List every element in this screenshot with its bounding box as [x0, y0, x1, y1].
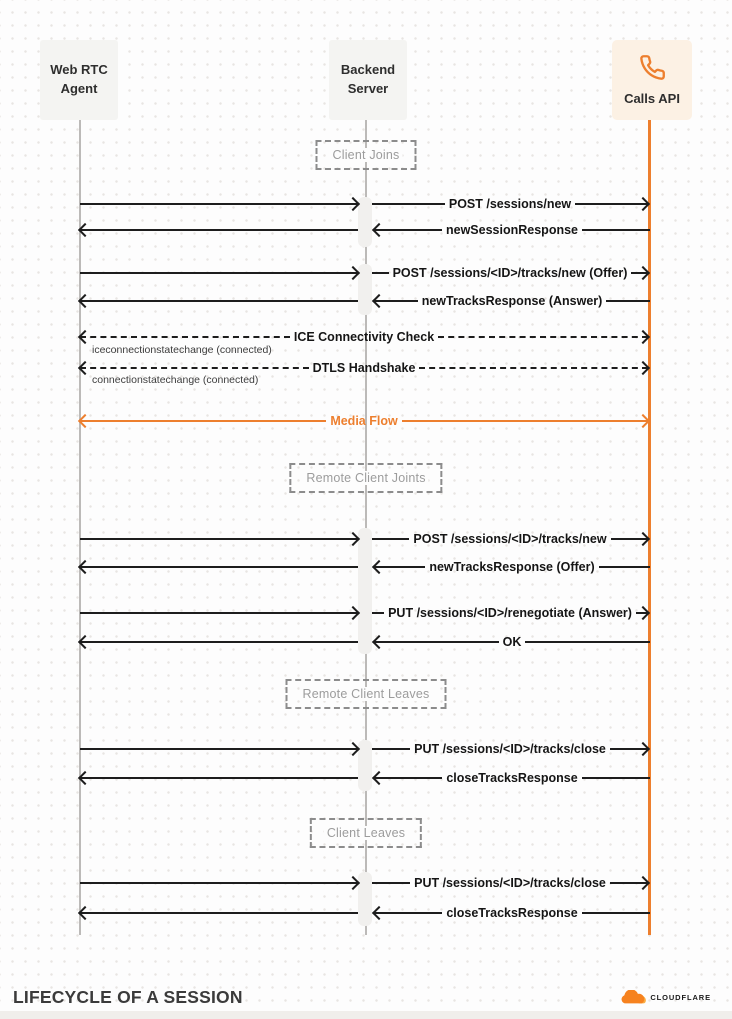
arrow-line — [80, 748, 358, 750]
message-arrow — [372, 741, 648, 757]
message-arrow — [80, 634, 358, 650]
annotation-connectionstatechange: connectionstatechange (connected) — [92, 374, 259, 386]
arrow-line — [80, 912, 358, 914]
message-label: Media Flow — [330, 413, 398, 428]
arrow-line — [372, 538, 409, 540]
arrow-line — [374, 229, 442, 231]
cloudflare-cloud-icon — [621, 990, 647, 1005]
arrow-line — [374, 777, 442, 779]
message-label: POST /sessions/new — [448, 196, 572, 211]
message-arrow — [80, 293, 358, 309]
message-label: closeTracksResponse — [446, 770, 578, 785]
arrow-line — [80, 336, 290, 338]
arrow-line — [636, 612, 648, 614]
bottom-strip — [0, 1011, 732, 1019]
message-label: closeTracksResponse — [446, 905, 578, 920]
phase-label: Client Leaves — [324, 826, 408, 840]
phase-client-leaves — [310, 818, 422, 848]
actor-web-rtc-agent — [40, 40, 118, 120]
arrow-line — [611, 538, 648, 540]
arrow-line — [372, 882, 410, 884]
arrow-line — [582, 912, 650, 914]
phase-label: Client Joins — [329, 148, 402, 162]
message-arrow — [374, 559, 650, 575]
activation-bar — [358, 197, 372, 247]
activation-bar — [358, 264, 372, 315]
arrow-line — [80, 641, 358, 643]
message-label: PUT /sessions/<ID>/tracks/close — [414, 875, 606, 890]
cloudflare-wordmark: CLOUDFLARE — [650, 993, 711, 1002]
message-arrow — [80, 531, 358, 547]
actor-calls-api — [612, 40, 692, 120]
message-arrow — [80, 741, 358, 757]
phase-label: Remote Client Joints — [303, 471, 428, 485]
cloudflare-logo — [621, 990, 711, 1005]
activation-bar — [358, 872, 372, 926]
arrow-line — [80, 777, 358, 779]
arrow-line — [402, 420, 648, 422]
message-arrow — [80, 559, 358, 575]
arrow-line — [606, 300, 650, 302]
arrow-line — [599, 566, 650, 568]
message-arrow — [80, 770, 358, 786]
phase-remote-client-leaves — [286, 679, 447, 709]
message-arrow — [372, 875, 648, 891]
arrow-line — [582, 777, 650, 779]
arrow-line — [80, 882, 358, 884]
arrow-line — [374, 912, 442, 914]
message-label: DTLS Handshake — [312, 360, 416, 375]
arrow-line — [80, 566, 358, 568]
arrow-line — [80, 272, 358, 274]
message-label: ICE Connectivity Check — [293, 329, 435, 344]
arrow-line — [374, 300, 418, 302]
message-label: newTracksResponse (Offer) — [429, 559, 595, 574]
annotation-iceconnectionstatechange: iceconnectionstatechange (connected) — [92, 344, 272, 356]
arrow-line — [631, 272, 648, 274]
activation-bar — [358, 740, 372, 791]
message-label: POST /sessions/<ID>/tracks/new — [413, 531, 607, 546]
activation-bar — [358, 528, 372, 654]
message-arrow — [80, 222, 358, 238]
message-arrow — [372, 531, 648, 547]
actor-backend-server — [329, 40, 407, 120]
arrow-line — [372, 203, 445, 205]
phase-label: Remote Client Leaves — [300, 687, 433, 701]
arrow-line — [610, 748, 648, 750]
message-arrow — [80, 605, 358, 621]
arrow-line — [80, 420, 326, 422]
arrow-line — [438, 336, 648, 338]
page-title: LIFECYCLE OF A SESSION — [13, 987, 243, 1007]
arrow-line — [610, 882, 648, 884]
message-arrow — [374, 770, 650, 786]
arrow-line — [372, 272, 389, 274]
arrow-line — [80, 229, 358, 231]
actor-label: Web RTC Agent — [50, 62, 108, 96]
message-arrow — [374, 293, 650, 309]
arrow-line — [374, 566, 425, 568]
arrow-line — [80, 538, 358, 540]
lifeline-web-rtc-agent — [79, 119, 81, 935]
arrow-line — [80, 612, 358, 614]
arrow-line — [575, 203, 648, 205]
message-arrow — [80, 196, 358, 212]
message-arrow — [80, 265, 358, 281]
message-arrow — [80, 875, 358, 891]
message-label: PUT /sessions/<ID>/tracks/close — [414, 741, 606, 756]
message-label: newTracksResponse (Answer) — [421, 293, 603, 308]
arrow-line — [80, 300, 358, 302]
message-arrow-media-flow — [80, 413, 648, 429]
message-arrow — [374, 905, 650, 921]
message-arrow — [372, 265, 648, 281]
message-arrow — [80, 329, 648, 345]
message-arrow — [372, 605, 648, 621]
arrow-line — [525, 641, 650, 643]
arrow-line — [80, 203, 358, 205]
phase-remote-client-joints — [289, 463, 442, 493]
phase-client-joins — [315, 140, 416, 170]
message-arrow — [374, 634, 650, 650]
lifeline-calls-api — [648, 119, 651, 935]
message-label: newSessionResponse — [446, 222, 578, 237]
arrow-line — [582, 229, 650, 231]
arrow-line — [372, 748, 410, 750]
actor-label: Calls API — [624, 90, 680, 106]
message-arrow — [372, 196, 648, 212]
arrow-line — [372, 612, 384, 614]
actor-label: Backend Server — [340, 62, 396, 96]
message-arrow — [374, 222, 650, 238]
message-label: POST /sessions/<ID>/tracks/new (Offer) — [392, 265, 628, 280]
arrow-line — [419, 367, 648, 369]
arrow-line — [374, 641, 499, 643]
message-label: OK — [502, 634, 522, 649]
message-arrow — [80, 905, 358, 921]
phone-icon — [639, 54, 666, 81]
arrow-line — [80, 367, 309, 369]
message-label: PUT /sessions/<ID>/renegotiate (Answer) — [388, 605, 632, 620]
